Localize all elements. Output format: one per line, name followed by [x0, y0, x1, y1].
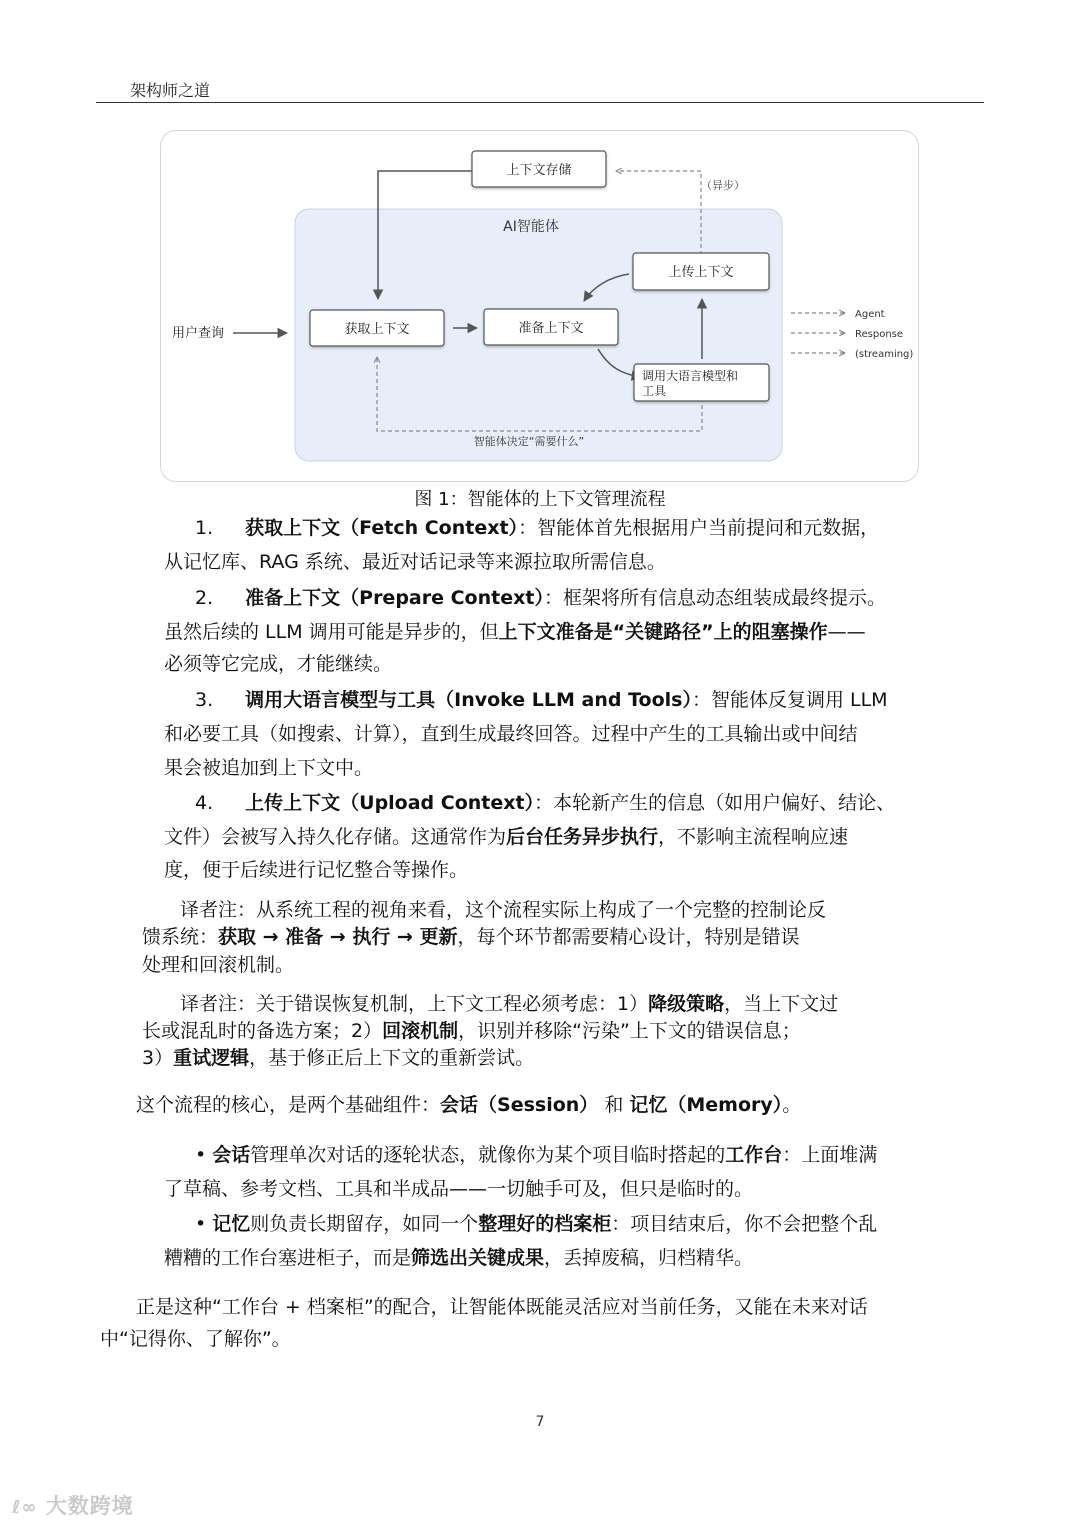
note-2-line-2-bold: 回滚机制: [382, 1020, 459, 1042]
context-storage-box: [472, 151, 606, 187]
step-3-title: 调用大语言模型与工具（Invoke LLM and Tools）: [245, 689, 692, 711]
note-1-line-3: 处理和回滚机制。: [142, 954, 295, 976]
note-2-line-1-pre: 译者注：关于错误恢复机制，上下文工程必须考虑：1）: [180, 993, 649, 1015]
invoke-llm-label-line1: 调用大语言模型和: [642, 369, 739, 383]
closing-line-2: 中“记得你、了解你”。: [100, 1328, 291, 1350]
watermark-logo-icon: ℓ∞: [12, 1497, 38, 1518]
core-mid: 和: [598, 1094, 630, 1116]
note-2-line-2-post: ，识别并移除“污染”上下文的错误信息；: [458, 1020, 801, 1042]
output-label-line3: (streaming): [855, 349, 914, 360]
step-4-line-2-pre: 文件）会被写入持久化存储。这通常作为: [164, 826, 507, 848]
closing-line-1: 正是这种“工作台 + 档案柜”的配合，让智能体既能灵活应对当前任务，又能在未来对话: [136, 1296, 868, 1318]
step-2-line-2-post: ——: [827, 621, 866, 643]
step-1-line-1: [195, 511, 879, 545]
note-1-line-2-bold: 获取 → 准备 → 执行 → 更新: [218, 926, 458, 948]
upload-context-label: 上传上下文: [668, 265, 734, 280]
note-2-line-1-post: ，当上下文过: [724, 993, 839, 1015]
step-2-line-2-bold: 上下文准备是“关键路径”上的阻塞操作: [498, 621, 828, 643]
step-3-line-2: 和必要工具（如搜索、计算），直到生成最终回答。过程中产生的工具输出或中间结: [164, 723, 858, 745]
step-3-line-3: 果会被追加到上下文中。: [164, 757, 374, 779]
watermark-text: 大数跨境: [45, 1494, 134, 1518]
step-1-line-2: 从记忆库、RAG 系统、最近对话记录等来源拉取所需信息。: [164, 551, 666, 573]
bullet-session-pre: 管理单次对话的逐轮状态，就像你为某个项目临时搭起的: [250, 1144, 726, 1166]
bullet-memory-term: 记忆: [212, 1213, 251, 1235]
step-4-line-2: [164, 820, 848, 854]
decide-loop-label: 智能体决定“需要什么”: [473, 435, 585, 448]
bullet-memory-line-2-bold: 筛选出关键成果: [411, 1247, 545, 1269]
step-3-text: ：智能体反复调用 LLM: [691, 689, 888, 711]
note-2-line-3-pre: 3）: [142, 1047, 174, 1069]
bullet-memory-post: ：项目结束后，你不会把整个乱: [611, 1213, 878, 1235]
page-number: 7: [535, 1414, 545, 1430]
step-3-line-1: [195, 683, 888, 717]
core-session: 会话（Session）: [440, 1094, 599, 1116]
bullet-memory-line-2-post: ，丢掉废稿，归档精华。: [544, 1247, 754, 1269]
step-2-line-2-pre: 虽然后续的 LLM 调用可能是异步的，但: [164, 621, 499, 643]
step-4-number: 4.: [195, 792, 214, 814]
step-4-line-2-post: ，不影响主流程响应速: [658, 826, 849, 848]
core-memory: 记忆（Memory）: [629, 1094, 783, 1116]
step-4-text: ：本轮新产生的信息（如用户偏好、结论、: [534, 792, 896, 814]
bullet-dot: •: [195, 1144, 213, 1166]
note-1-line-1: 译者注：从系统工程的视角来看，这个流程实际上构成了一个完整的控制论反: [180, 899, 827, 921]
step-1-title: 获取上下文（Fetch Context）: [245, 517, 519, 539]
bullet-dot: •: [195, 1213, 213, 1235]
note-2-line-3: [142, 1041, 534, 1075]
prepare-context-label: 准备上下文: [518, 321, 584, 336]
step-1-text: ：智能体首先根据用户当前提问和元数据，: [518, 517, 880, 539]
step-2-number: 2.: [195, 587, 214, 609]
step-4-title: 上传上下文（Upload Context）: [245, 792, 535, 814]
invoke-llm-label-line2: 工具: [642, 384, 667, 398]
prepare-context-box: [484, 309, 618, 345]
step-2-text: ：框架将所有信息动态组装成最终提示。: [543, 587, 886, 609]
bullet-memory-pre: 则负责长期留存，如同一个: [250, 1213, 479, 1235]
bullet-session-term: 会话: [212, 1144, 251, 1166]
step-2-title: 准备上下文（Prepare Context）: [245, 587, 544, 609]
step-4-line-1: [195, 786, 895, 820]
fetch-context-label: 获取上下文: [344, 322, 410, 337]
bullet-memory-line-2-pre: 糟糟的工作台塞进柜子，而是: [164, 1247, 412, 1269]
fetch-context-box: [310, 310, 444, 346]
step-2-line-2: [164, 615, 866, 649]
step-4-line-2-bold: 后台任务异步执行: [506, 826, 659, 848]
async-label: （异步）: [701, 179, 745, 192]
core-post: 。: [782, 1094, 802, 1116]
user-query-label: 用户查询: [171, 326, 225, 341]
note-2-line-3-post: ，基于修正后上下文的重新尝试。: [249, 1047, 535, 1069]
note-1-line-2-pre: 馈系统：: [142, 926, 219, 948]
invoke-llm-box: [634, 364, 769, 401]
figure-caption: 图 1：智能体的上下文管理流程: [414, 489, 666, 510]
context-storage-label: 上下文存储: [506, 163, 572, 178]
note-1-line-2-post: ，每个环节都需要精心设计，特别是错误: [457, 926, 800, 948]
bullet-memory-line-1: [195, 1207, 877, 1241]
watermark: [12, 1490, 134, 1520]
figure-frame: [160, 130, 919, 482]
bullet-session-post: ：上面堆满: [782, 1144, 878, 1166]
note-2-line-1-bold: 降级策略: [648, 993, 725, 1015]
running-header: 架构师之道: [130, 81, 211, 100]
upload-context-box: [633, 253, 769, 290]
agent-container-label: AI智能体: [503, 219, 559, 235]
core-pre: 这个流程的核心，是两个基础组件：: [136, 1094, 441, 1116]
step-1-number: 1.: [195, 517, 214, 539]
note-2-line-2-pre: 长或混乱时的备选方案；2）: [142, 1020, 383, 1042]
core-sentence: [136, 1088, 801, 1122]
bullet-session-line-1: [195, 1138, 877, 1172]
bullet-memory-bold: 整理好的档案柜: [478, 1213, 612, 1235]
step-2-line-3: 必须等它完成，才能继续。: [164, 653, 393, 675]
output-label-line2: Response: [855, 329, 904, 340]
step-4-line-3: 度，便于后续进行记忆整合等操作。: [164, 859, 469, 881]
bullet-session-line-2: 了草稿、参考文档、工具和半成品——一切触手可及，但只是临时的。: [164, 1178, 754, 1200]
bullet-memory-line-2: [164, 1241, 753, 1275]
bullet-session-bold: 工作台: [725, 1144, 783, 1166]
context-flow-diagram: [161, 131, 918, 481]
note-2-line-3-bold: 重试逻辑: [173, 1047, 250, 1069]
header-rule: [96, 102, 984, 103]
step-3-number: 3.: [195, 689, 214, 711]
step-2-line-1: [195, 581, 886, 615]
output-label-line1: Agent: [855, 309, 885, 320]
